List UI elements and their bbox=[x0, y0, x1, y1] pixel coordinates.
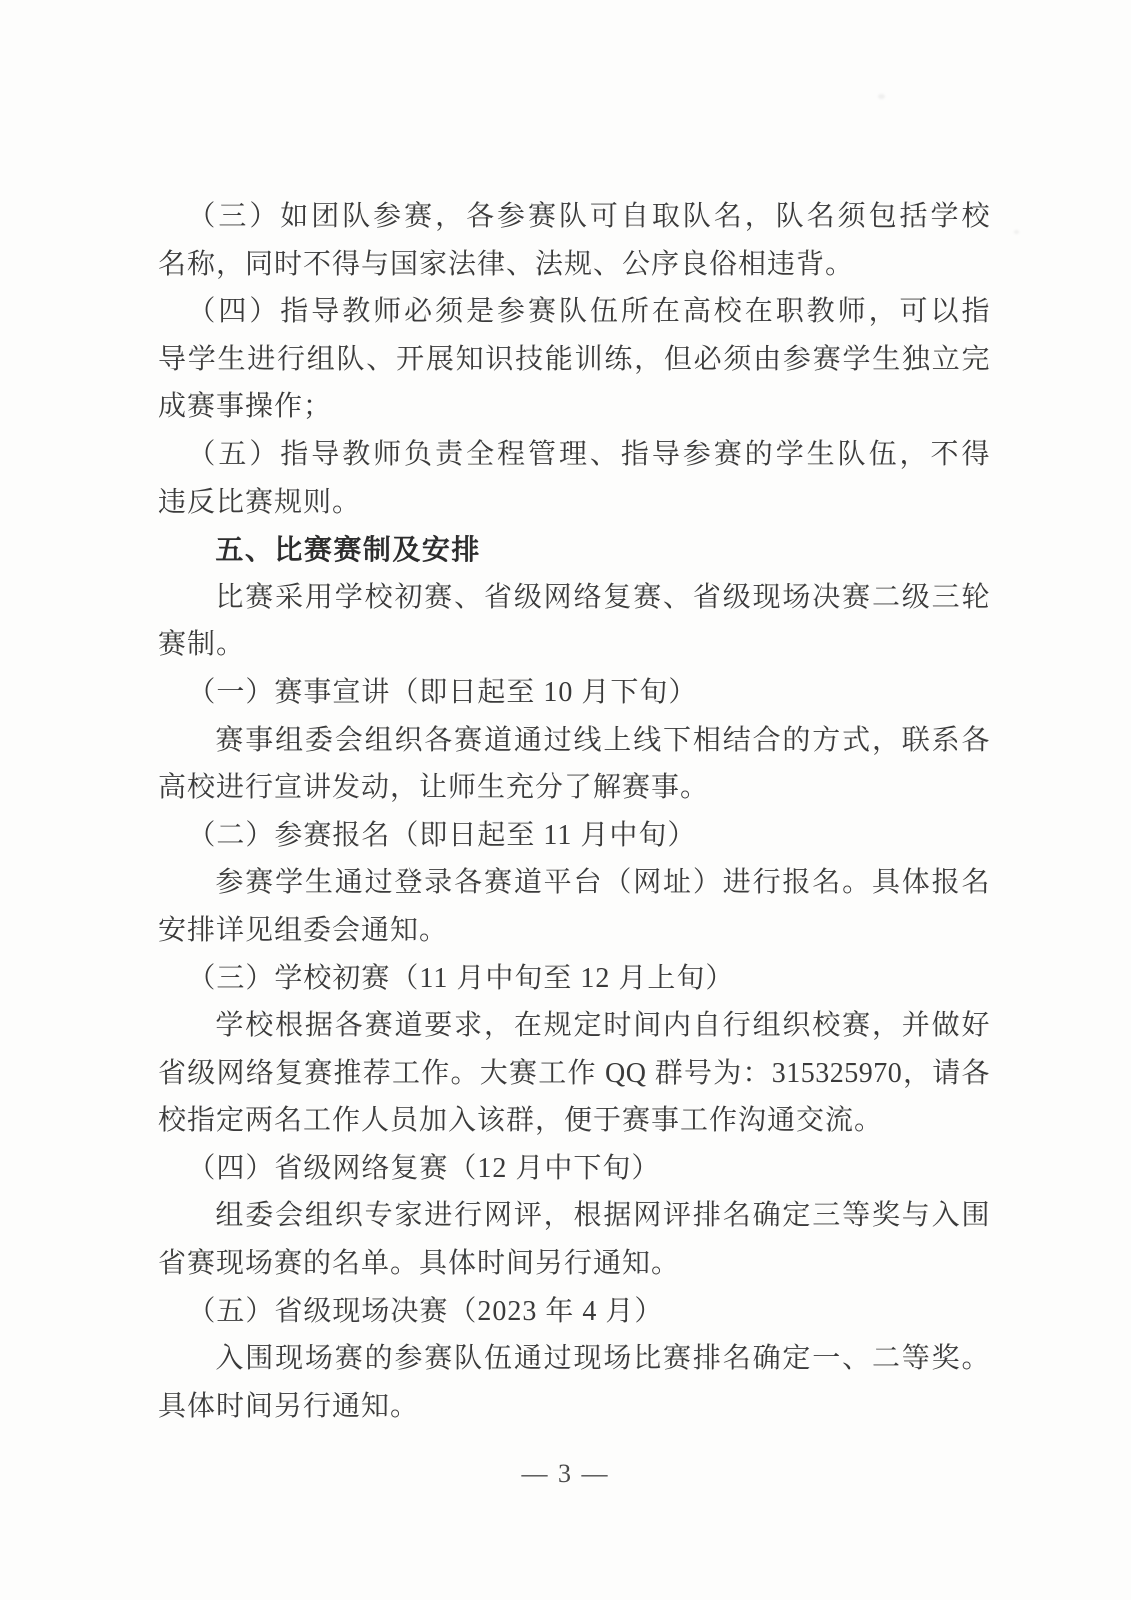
text-line: （三）如团队参赛，各参赛队可自取队名，队名须包括学校 bbox=[187, 201, 990, 232]
subsection-heading: （三）学校初赛（11 月中旬至 12 月上旬） bbox=[187, 962, 735, 994]
text-line: 高校进行宣讲发动，让师生充分了解赛事。 bbox=[158, 772, 710, 804]
subsection-heading: （一）赛事宣讲（即日起至 10 月下旬） bbox=[187, 676, 698, 708]
text-line: 违反比赛规则。 bbox=[158, 486, 362, 518]
text-line: 导学生进行组队、开展知识技能训练，但必须由参赛学生独立完 bbox=[158, 343, 990, 375]
text-line: 安排详见组委会通知。 bbox=[158, 914, 449, 946]
text-line: 具体时间另行通知。 bbox=[158, 1390, 420, 1422]
section-heading-5: 五、比赛赛制及安排 bbox=[215, 533, 481, 567]
text-line: 赛事组委会组织各赛道通过线上线下相结合的方式，联系各 bbox=[215, 724, 990, 756]
text-line: 比赛采用学校初赛、省级网络复赛、省级现场决赛二级三轮 bbox=[215, 581, 990, 613]
document-body bbox=[158, 193, 990, 1430]
subsection-heading: （四）省级网络复赛（12 月中下旬） bbox=[187, 1152, 661, 1184]
text-line: 省级网络复赛推荐工作。大赛工作 QQ 群号为：315325970，请各 bbox=[158, 1057, 990, 1089]
scan-speck bbox=[1014, 230, 1019, 234]
text-line: 组委会组织专家进行网评，根据网评排名确定三等奖与入围 bbox=[215, 1200, 990, 1232]
text-line: 赛制。 bbox=[158, 629, 246, 661]
page-number: — 3 — bbox=[521, 1459, 610, 1488]
scan-speck bbox=[878, 94, 885, 99]
text-line: （四）指导教师必须是参赛队伍所在高校在职教师，可以指 bbox=[187, 296, 990, 328]
text-line: 入围现场赛的参赛队伍通过现场比赛排名确定一、二等奖。 bbox=[215, 1343, 990, 1375]
text-line: 学校根据各赛道要求，在规定时间内自行组织校赛，并做好 bbox=[215, 1010, 990, 1042]
subsection-heading: （五）省级现场决赛（2023 年 4 月） bbox=[187, 1295, 664, 1327]
text-line: 名称，同时不得与国家法律、法规、公序良俗相违背。 bbox=[158, 248, 855, 280]
text-line: 校指定两名工作人员加入该群，便于赛事工作沟通交流。 bbox=[158, 1105, 884, 1137]
text-line: （五）指导教师负责全程管理、指导参赛的学生队伍，不得 bbox=[187, 438, 990, 470]
text-line: 参赛学生通过登录各赛道平台（网址）进行报名。具体报名 bbox=[215, 867, 990, 899]
text-line: 省赛现场赛的名单。具体时间另行通知。 bbox=[158, 1248, 681, 1280]
text-line: 成赛事操作； bbox=[158, 391, 333, 423]
subsection-heading: （二）参赛报名（即日起至 11 月中旬） bbox=[187, 819, 697, 851]
